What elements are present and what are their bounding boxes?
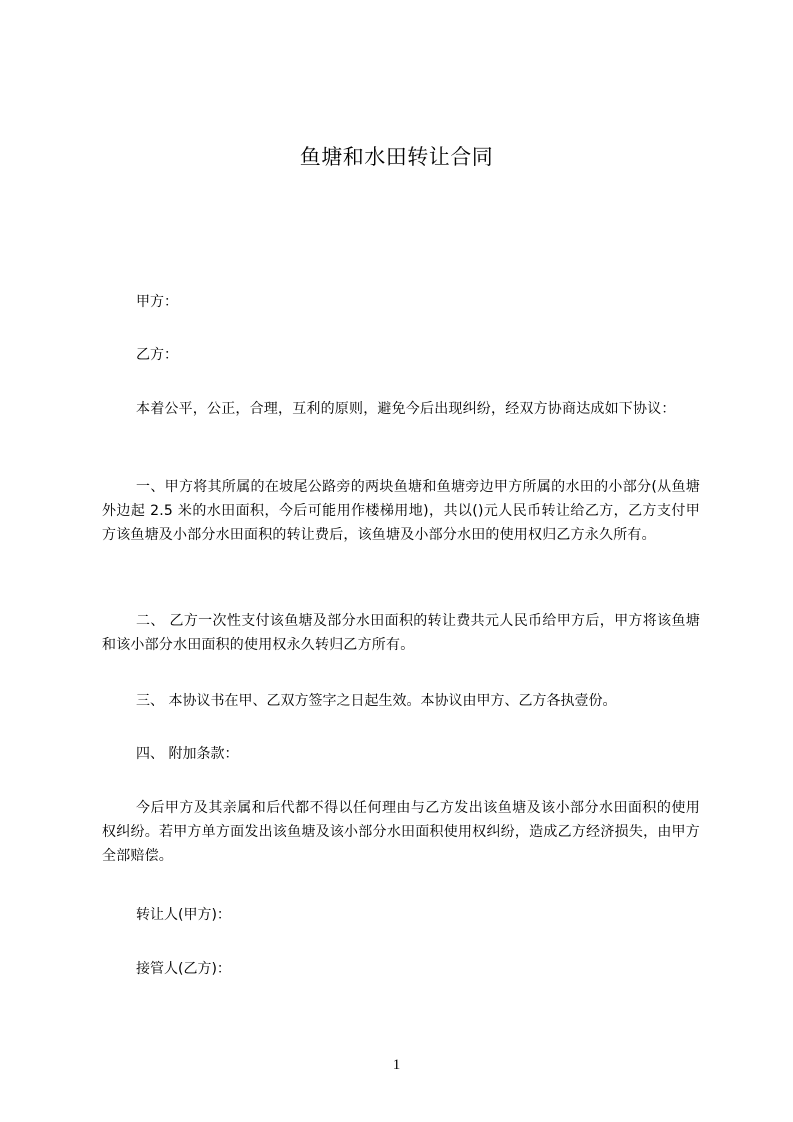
clause-4-body: 今后甲方及其亲属和后代都不得以任何理由与乙方发出该鱼塘及该小部分水田面积的使用权纠纷。若甲方单方面发出该鱼塘及该小部分水田面积使用权纠纷，造成乙方经济损失，由甲方全部赔偿。	[102, 800, 700, 864]
transferor-signature-label: 转让人(甲方)：	[136, 907, 231, 923]
clause-3-paragraph: 三、 本协议书在甲、乙双方签字之日起生效。本协议由甲方、乙方各执壹份。	[136, 693, 617, 709]
party-a-label: 甲方：	[136, 294, 178, 310]
document-title: 鱼塘和水田转让合同	[299, 145, 494, 169]
clause-1-paragraph: 一、甲方将其所属的在坡尾公路旁的两块鱼塘和鱼塘旁边甲方所属的水田的小部分(从鱼塘外边起 2.5 米的水田面积，今后可能用作楼梯用地)，共以()元人民币转让给乙方，乙方支付甲方该鱼塘及小部分水田面积的转让费后，该鱼塘及小部分水田的使用权归乙方永久所有。	[102, 479, 700, 543]
page-number: 1	[392, 1057, 401, 1073]
preamble-paragraph: 本着公平，公正，合理，互利的原则，避免今后出现纠纷，经双方协商达成如下协议：	[136, 401, 676, 417]
clause-4-heading: 四、 附加条款：	[136, 746, 239, 762]
clause-2-paragraph: 二、 乙方一次性支付该鱼塘及部分水田面积的转让费共元人民币给甲方后，甲方将该鱼塘和该小部分水田面积的使用权永久转归乙方所有。	[102, 613, 700, 653]
receiver-signature-label: 接管人(乙方)：	[136, 961, 231, 977]
party-b-label: 乙方：	[136, 347, 178, 363]
